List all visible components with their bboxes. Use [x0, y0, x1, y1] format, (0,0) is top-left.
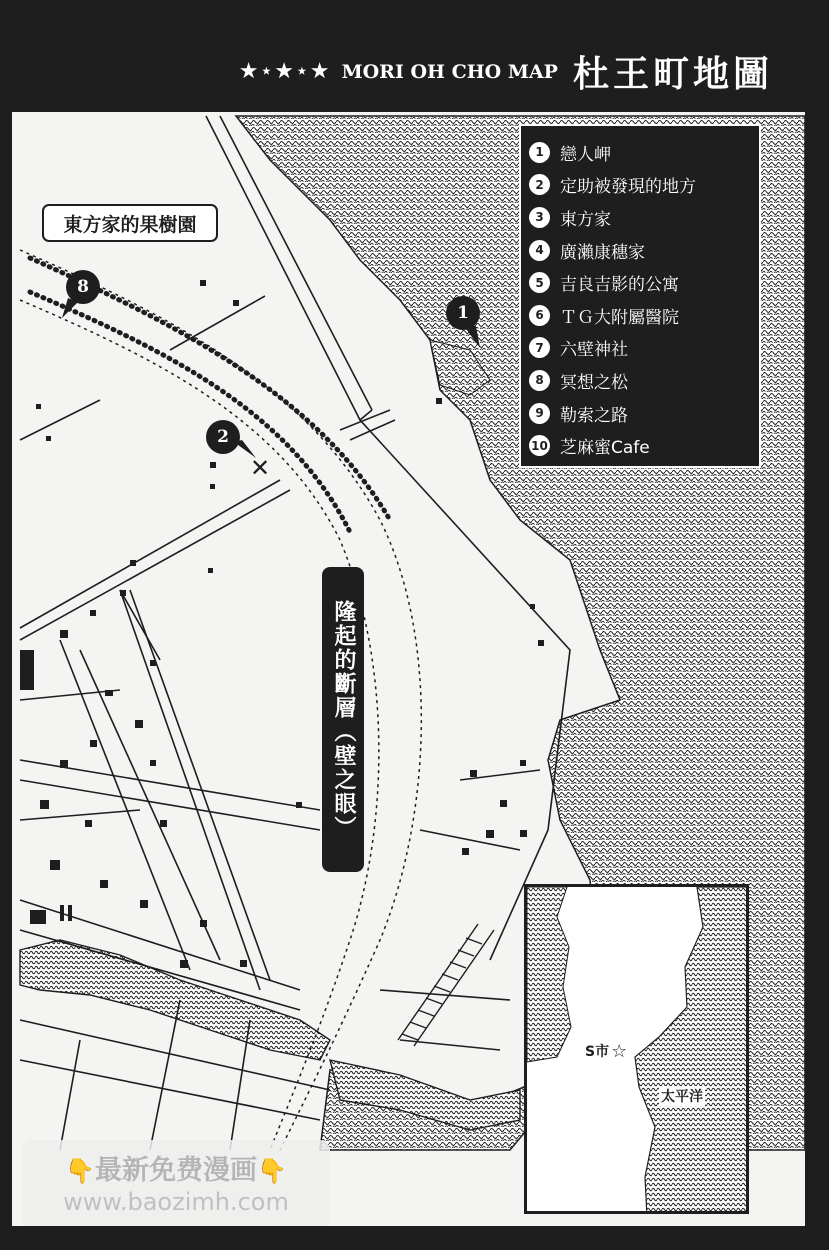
orchard-label: 東方家的果樹園 [42, 204, 218, 242]
title-chinese: 杜王町地圖 [572, 53, 773, 95]
legend [519, 124, 761, 468]
legend-number: 1 [529, 142, 550, 163]
legend-item [529, 136, 751, 169]
title-english: MORI OH CHO MAP [341, 60, 558, 83]
inset-drawing [527, 887, 749, 1214]
location-marker-8: 8 [66, 270, 100, 304]
watermark [22, 1140, 330, 1226]
pier [398, 924, 494, 1046]
legend-item [529, 332, 751, 365]
pointing-hand-icon: 👇 [65, 1157, 95, 1185]
legend-label: 勒索之路 [560, 405, 628, 426]
legend-number: 8 [529, 370, 550, 391]
left-frame [0, 0, 12, 1250]
found-location-cross: ✕ [250, 454, 271, 482]
legend-number: 6 [529, 305, 550, 326]
marker-pointer [60, 298, 80, 320]
legend-number: 3 [529, 207, 550, 228]
s-city-label [585, 1041, 627, 1062]
legend-item [529, 397, 751, 430]
legend-label: 六壁神社 [560, 340, 628, 361]
watermark-url: www.baozimh.com [63, 1188, 289, 1216]
pointing-hand-icon: 👇 [257, 1157, 287, 1185]
pacific-ocean-label: 太平洋 [659, 1086, 705, 1106]
marker-pointer [462, 326, 486, 350]
legend-number: 5 [529, 272, 550, 293]
inset-regional-map [524, 884, 749, 1214]
legend-label: 芝麻蜜Cafe [560, 438, 650, 459]
legend-item [529, 169, 751, 202]
location-marker-2: 2 [206, 420, 240, 454]
legend-number: 7 [529, 337, 550, 358]
legend-number: 10 [529, 435, 550, 456]
s-city-name: S市 [585, 1044, 610, 1060]
legend-label: 廣瀨康穗家 [560, 242, 645, 263]
river [20, 940, 330, 1060]
watermark-text: 最新免费漫画 [95, 1155, 257, 1186]
legend-item [529, 234, 751, 267]
right-frame [805, 112, 829, 1250]
legend-label: ＴＧ大附屬醫院 [560, 307, 679, 328]
legend-number: 2 [529, 174, 550, 195]
legend-label: 吉良吉影的公寓 [560, 275, 679, 296]
legend-item [529, 266, 751, 299]
s-city-star-icon: ☆ [611, 1041, 628, 1062]
legend-item [529, 201, 751, 234]
map-title [239, 46, 773, 97]
legend-number: 4 [529, 240, 550, 261]
title-stars: ★⋆★⋆★ [238, 59, 331, 84]
legend-number: 9 [529, 403, 550, 424]
legend-label: 東方家 [560, 209, 611, 230]
location-marker-1: 1 [446, 296, 480, 330]
legend-label: 戀人岬 [560, 144, 611, 165]
legend-item [529, 299, 751, 332]
legend-label: 定助被發現的地方 [560, 177, 696, 198]
legend-item [529, 429, 751, 462]
legend-label: 冥想之松 [560, 372, 628, 393]
fault-label: 隆起的斷層（壁之眼） [322, 567, 364, 872]
watermark-line-1 [22, 1148, 330, 1187]
legend-item [529, 364, 751, 397]
bottom-frame [0, 1226, 829, 1250]
